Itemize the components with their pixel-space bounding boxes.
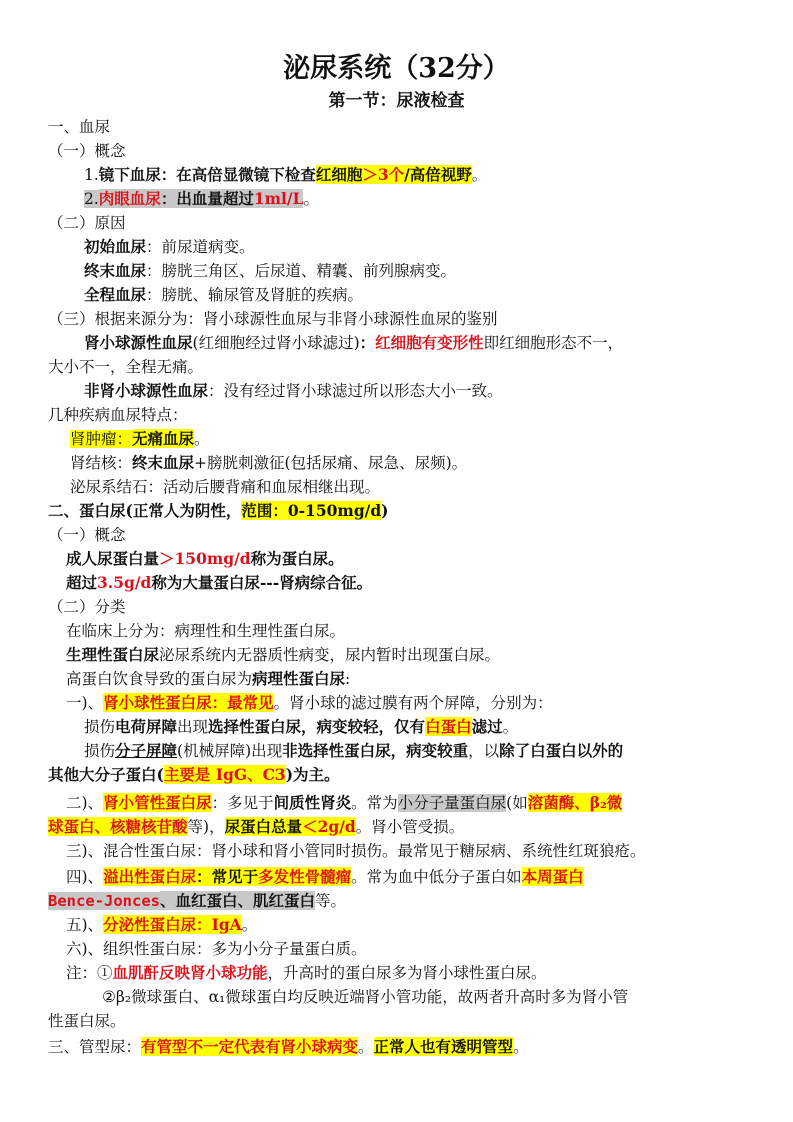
type-overflow [66, 865, 753, 889]
text: 即红细胞形态不一， [483, 334, 624, 352]
size-barrier [84, 739, 753, 763]
text: 超过 [66, 573, 98, 592]
concept-item-2 [84, 187, 753, 211]
term: 肾小球源性血尿 [84, 333, 193, 352]
bold-text: 除了白蛋白以外的 [499, 741, 624, 760]
term: 分子屏障 [115, 741, 178, 760]
red-value: 3.5g/d [97, 573, 152, 592]
item-number: 二)、 [66, 794, 104, 812]
highlight-red-text: 白蛋白 [425, 717, 472, 736]
red-value: ＞150mg/d [159, 549, 251, 568]
type-secretory [66, 913, 753, 937]
type-glomerular [66, 691, 753, 715]
text: 称为大量蛋白尿---肾病综合征。 [151, 573, 373, 592]
highlight-red-text: 溶菌酶、β₂微 [527, 793, 623, 812]
section-subtitle: 第一节：尿液检查 [328, 91, 465, 111]
heading-proteinuria [48, 499, 753, 523]
heading-casts [48, 1035, 753, 1059]
highlight-text: /高倍视野 [404, 165, 472, 184]
text: +膀胱刺激征(包括尿痛、尿急、尿频)。 [194, 454, 468, 472]
type-mixed: 三)、混合性蛋白尿：肾小球和肾小管同时损伤。最常见于糖尿病、系统性红斑狼疮。 [66, 842, 646, 860]
text: 高蛋白饮食导致的蛋白尿为 [66, 670, 253, 688]
physiological-proteinuria [66, 643, 753, 667]
concept-item [66, 547, 753, 571]
text: ：膀胱三角区、后尿道、精囊、前列腺病变。 [146, 262, 457, 280]
highlight-red-text: ＜2g/d [302, 817, 356, 836]
text: 称为蛋白尿。 [250, 549, 344, 568]
heading-text: 二、蛋白尿(正常人为阴性， [48, 501, 242, 520]
term: 电荷屏障 [115, 717, 178, 736]
subheading-classification: （二）分类 [48, 598, 126, 616]
text: 出现 [177, 718, 209, 736]
text: 成人尿蛋白量 [66, 549, 160, 568]
red-term: 肉眼血尿 [98, 189, 161, 208]
page-title: 泌尿系统（32分） [283, 53, 510, 84]
highlight-red-text: ＞3个 [362, 165, 405, 184]
note-2: ②β₂微球蛋白、α₁微球蛋白均反映近端肾小管功能，故两者升高时多为肾小管 [102, 988, 629, 1006]
highlight-red-text: 肾小管性蛋白尿 [103, 793, 212, 812]
highlight-text: 范围：0-150mg/d [241, 501, 382, 520]
type-tissue: 六)、组织性蛋白尿：多为小分子量蛋白质。 [66, 940, 367, 958]
disease-item [70, 427, 753, 451]
charge-barrier [84, 715, 753, 739]
highlight-text: 肾肿瘤： [70, 430, 133, 448]
definition-text: 镜下血尿：在高倍显微镜下检查 [98, 165, 316, 184]
text: 损伤 [84, 742, 116, 760]
note-1 [66, 961, 753, 985]
type-tubular [66, 791, 753, 815]
text: 。常为血中低分子蛋白如 [351, 868, 522, 886]
text: ： [359, 333, 376, 352]
text: 等)， [187, 818, 225, 836]
text: 。肾小球的滤过膜有两个屏障，分别为： [273, 694, 553, 712]
type-overflow-cont [48, 889, 753, 913]
highlight-red-text: 多发性骨髓瘤 [258, 867, 352, 886]
text: ，以 [468, 742, 500, 760]
highlight-bold-text: 无痛血尿 [132, 429, 195, 448]
text: (红细胞经过肾小球滤过) [192, 334, 360, 352]
highlight-red-text: 球蛋白、核糖核苷酸 [48, 817, 188, 836]
item-number: 五)、 [66, 916, 104, 934]
highlight-red-text: 溢出性蛋白尿 [103, 867, 197, 886]
glomerular-hematuria [84, 331, 753, 355]
subheading-cause: （二）原因 [48, 214, 126, 232]
pathological-proteinuria [66, 667, 753, 691]
disease-item: 泌尿系结石：活动后腰背痛和血尿相继出现。 [70, 478, 381, 496]
cause-item [84, 235, 753, 259]
highlight-text: ：常见于 [196, 867, 259, 886]
subheading-diseases: 几种疾病血尿特点： [48, 406, 188, 424]
red-value: 1ml/L [253, 189, 304, 208]
highlight-text: 正常人也有透明管型 [373, 1037, 514, 1056]
glomerular-hematuria-cont: 大小不一，全程无痛。 [48, 358, 204, 376]
punctuation: 。 [513, 1038, 529, 1056]
note-2-cont: 性蛋白尿。 [48, 1012, 126, 1030]
term: 病理性蛋白尿 [252, 669, 346, 688]
highlight-red-text: 有管型不一定代表有肾小球病变 [141, 1037, 359, 1056]
nonglomerular-hematuria [84, 379, 753, 403]
text: (机械屏障)出现 [177, 742, 283, 760]
gray-highlight-text: 小分子量蛋白尿 [397, 794, 507, 812]
bold-text: 非选择性蛋白尿，病变较重 [282, 741, 469, 760]
highlight-text: 尿蛋白总量 [224, 817, 303, 836]
punctuation: 。 [194, 430, 210, 448]
type-tubular-cont [48, 815, 753, 839]
punctuation: : [345, 670, 351, 688]
term: 生理性蛋白尿 [66, 645, 160, 664]
text: 等。 [315, 892, 347, 910]
highlight-red-text: 本周蛋白 [521, 867, 584, 886]
bold-text: 其他大分子蛋白( [48, 765, 164, 784]
punctuation: 。 [471, 166, 488, 184]
punctuation: 。 [502, 718, 519, 736]
text: ，升高时的蛋白尿多为肾小球性蛋白尿。 [267, 964, 547, 982]
highlight-red-text: 主要是 IgG、C3 [163, 765, 286, 784]
text: 泌尿系统内无器质性病变，尿内暂时出现蛋白尿。 [159, 646, 501, 664]
highlight-red-text: 分泌性蛋白尿：IgA [103, 915, 242, 934]
subheading-concept: （一）概念 [48, 142, 126, 160]
bold-text: 选择性蛋白尿，病变较轻，仅有 [208, 717, 426, 736]
subheading-source: （三）根据来源分为：肾小球源性血尿与非肾小球源性血尿的鉴别 [48, 310, 498, 328]
text: 注：① [66, 964, 113, 982]
text: 损伤 [84, 718, 116, 736]
text: 肾结核： [70, 454, 133, 472]
text: ：没有经过肾小球滤过所以形态大小一致。 [208, 382, 503, 400]
term: 全程血尿 [84, 285, 147, 304]
bold-text: )为主。 [285, 765, 340, 784]
highlight-text: 红细胞 [315, 165, 363, 184]
cause-item [84, 283, 753, 307]
red-term: 血肌酐反映肾小球功能 [112, 963, 268, 982]
term: 间质性肾炎 [273, 793, 352, 812]
text: ：前尿道病变。 [146, 238, 255, 256]
heading-hematuria: 一、血尿 [48, 118, 111, 136]
highlight-red-text: 肾小球性蛋白尿：最常见 [103, 693, 274, 712]
heading-text: ) [381, 501, 389, 520]
text: (如 [506, 794, 528, 812]
size-barrier-cont [48, 763, 753, 787]
text: ：膀胱、输尿管及肾脏的疾病。 [146, 286, 364, 304]
heading-text: 三、管型尿： [48, 1038, 142, 1056]
cause-item [84, 259, 753, 283]
punctuation: 。 [358, 1038, 374, 1056]
red-term: 红细胞有变形性 [375, 333, 484, 352]
concept-item-1 [84, 163, 753, 187]
definition-text: ：出血量超过 [160, 189, 254, 208]
classification-text: 在临床上分为：病理性和生理性蛋白尿。 [66, 622, 346, 640]
concept-item [66, 571, 753, 595]
term: 终末血尿 [84, 261, 147, 280]
item-number: 2. [84, 190, 99, 208]
text: ：多见于 [211, 794, 274, 812]
term: 非肾小球源性血尿 [84, 381, 209, 400]
red-term: Bence-Jonces [48, 892, 160, 910]
punctuation: 。 [303, 190, 319, 208]
term: 终末血尿 [132, 453, 195, 472]
punctuation: 。 [241, 916, 258, 934]
bold-text: 滤过 [471, 717, 503, 736]
subheading-concept: （一）概念 [48, 526, 126, 544]
gray-highlight-text: 、血红蛋白、肌红蛋白 [159, 891, 315, 910]
disease-item [70, 451, 753, 475]
text: 。肾小管受损。 [355, 818, 465, 836]
item-number: 四)、 [66, 868, 104, 886]
item-number: 一)、 [66, 694, 104, 712]
term: 初始血尿 [84, 237, 147, 256]
item-number: 1. [84, 166, 99, 184]
text: 。常为 [351, 794, 398, 812]
